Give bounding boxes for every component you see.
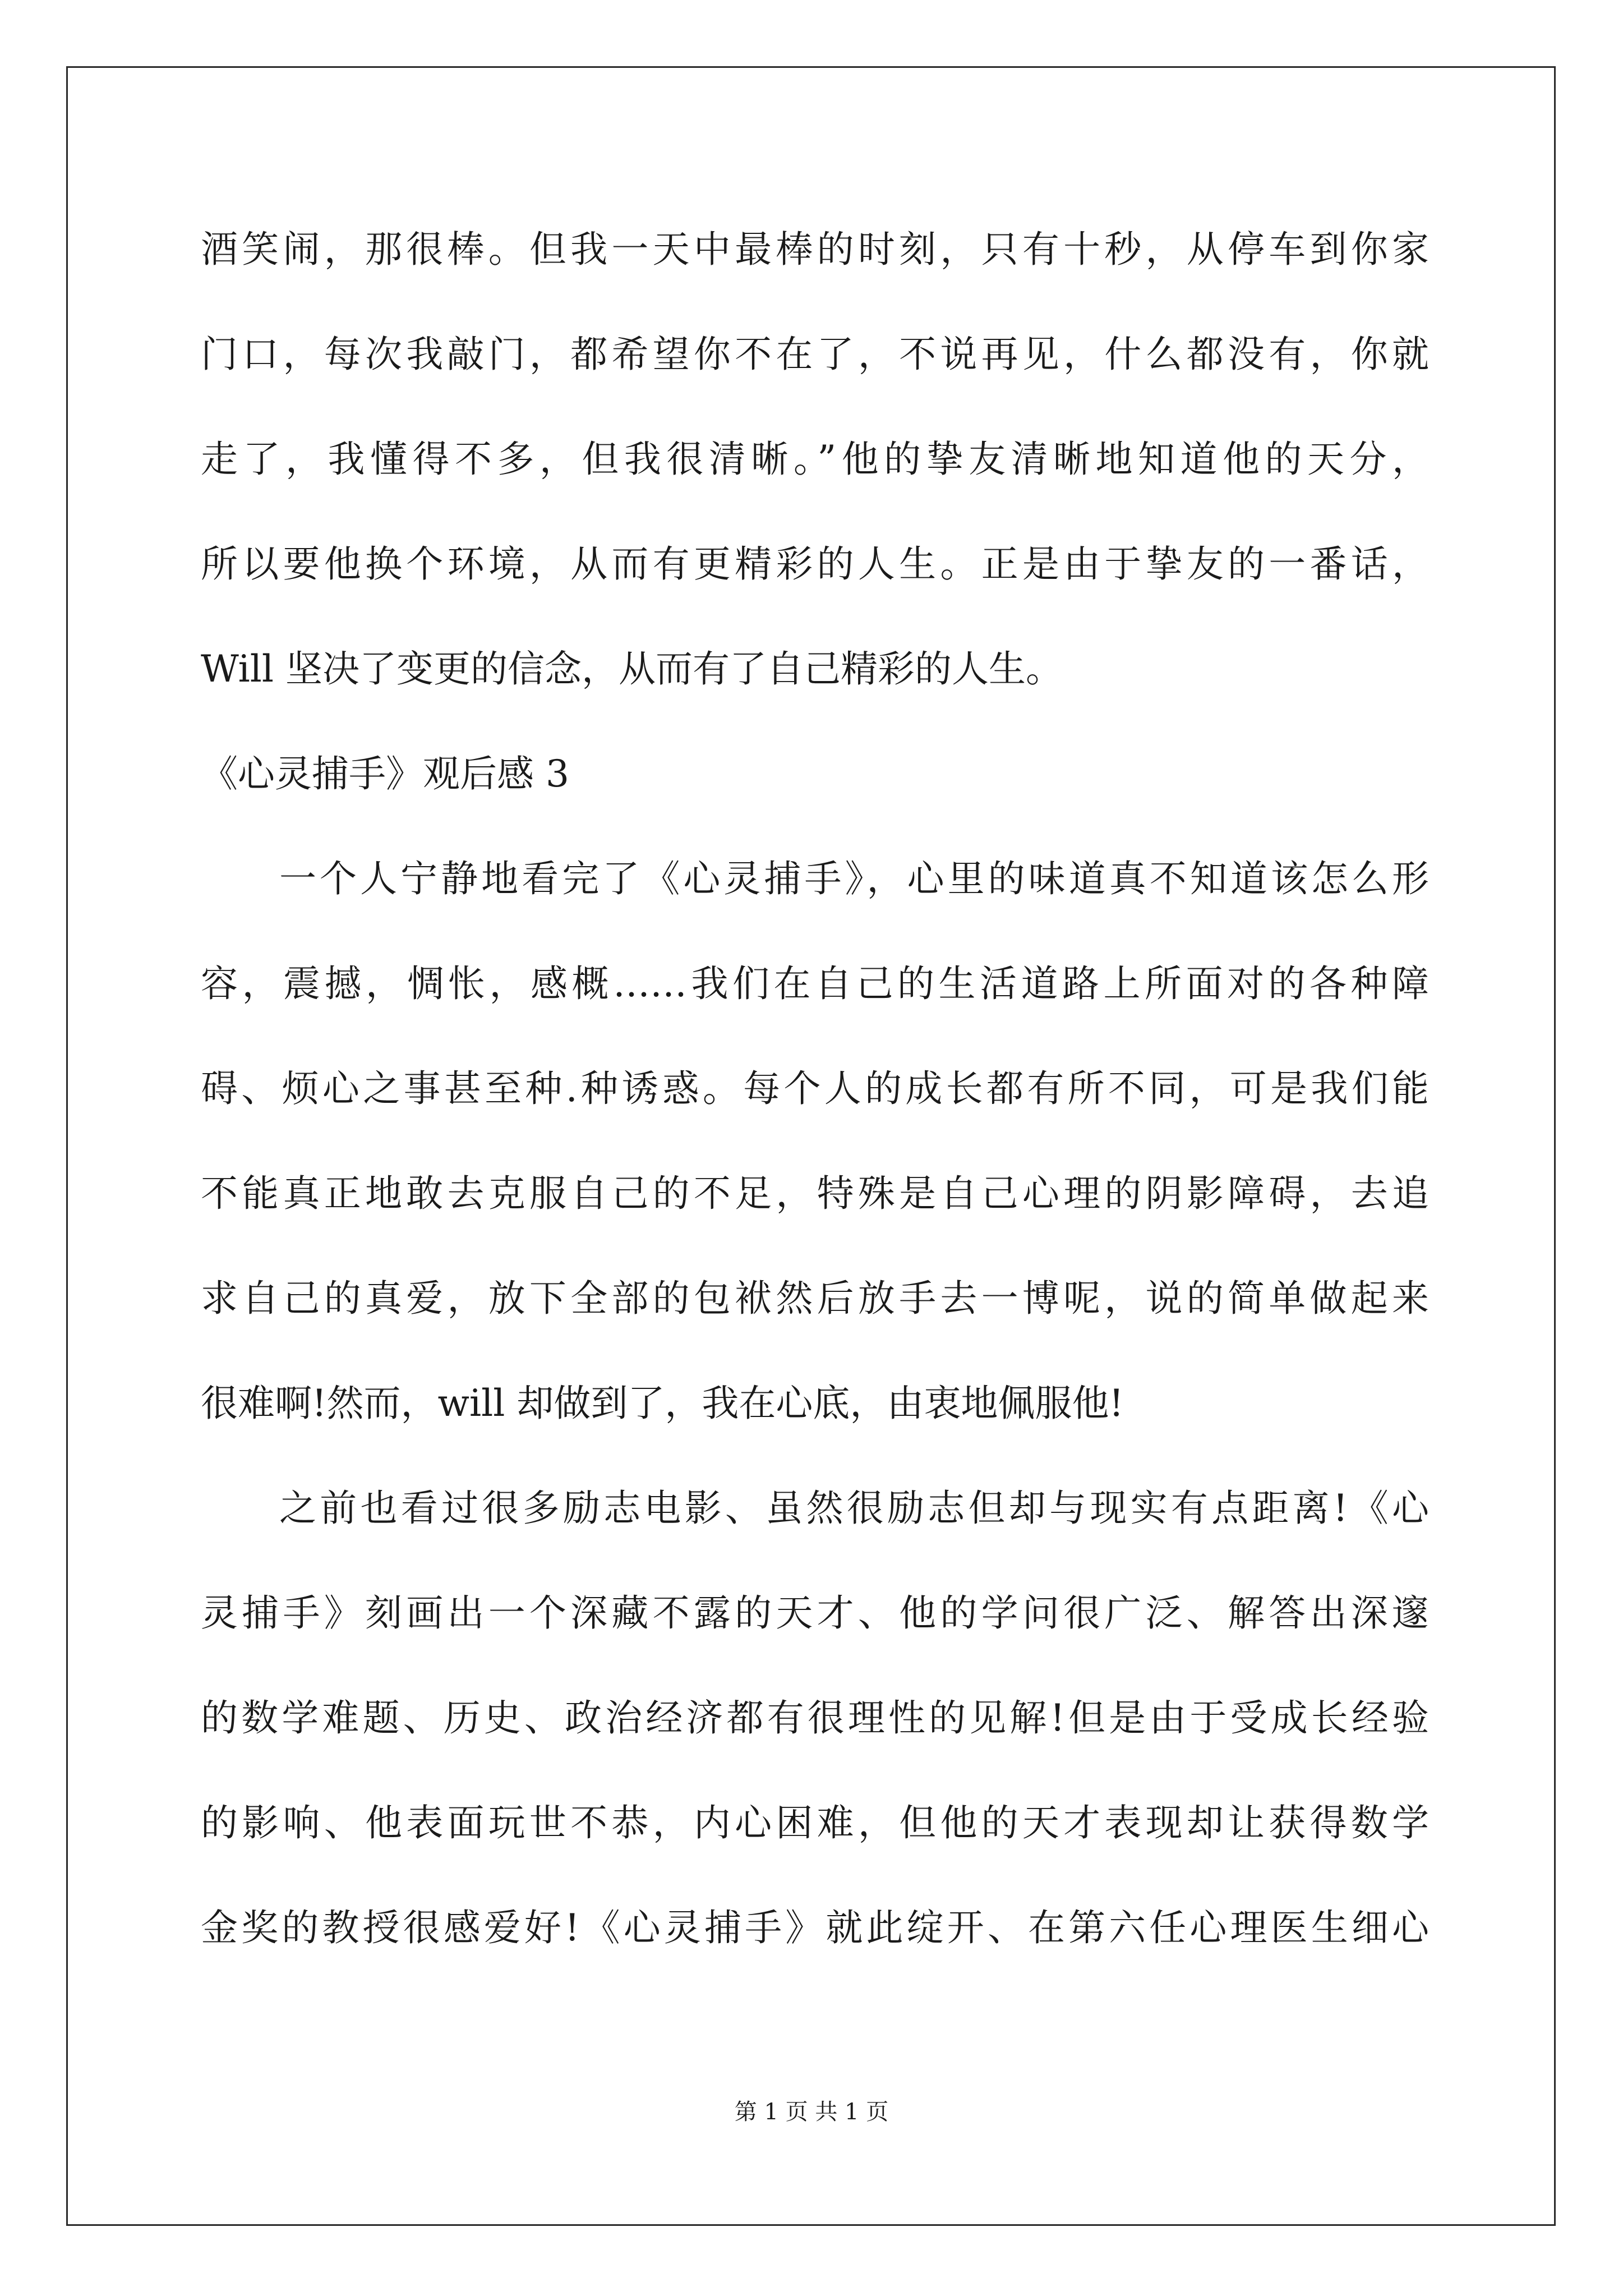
text-line: 的数学难题、历史、政治经济都有很理性的见解!但是由于受成长经验 xyxy=(201,1696,1429,1740)
text-line: 不能真正地敢去克服自己的不足，特殊是自己心理的阴影障碍，去追 xyxy=(201,1172,1429,1215)
text-line: 之前也看过很多励志电影、虽然很励志但却与现实有点距离!《心 xyxy=(279,1487,1429,1530)
text-line: 门口，每次我敲门，都希望你不在了，不说再见，什么都没有，你就 xyxy=(201,333,1429,376)
text-line: 很难啊!然而，will 却做到了，我在心底，由衷地佩服他! xyxy=(201,1382,1124,1425)
text-line: 灵捕手》刻画出一个深藏不露的天才、他的学问很广泛、解答出深邃 xyxy=(201,1591,1429,1635)
text-line: Will 坚决了变更的信念，从而有了自己精彩的人生。 xyxy=(201,647,1063,691)
text-line: 容，震撼，惆怅，感概……我们在自己的生活道路上所面对的各种障 xyxy=(201,962,1429,1005)
text-line: 金奖的教授很感爱好!《心灵捕手》就此绽开、在第六任心理医生细心 xyxy=(201,1906,1429,1949)
text-line: 所以要他换个环境，从而有更精彩的人生。正是由于挚友的一番话， xyxy=(201,542,1429,586)
text-line: 碍、烦心之事甚至种.种诱惑。每个人的成长都有所不同，可是我们能 xyxy=(201,1067,1429,1110)
page-border xyxy=(66,66,1556,2226)
text-line: 走了，我懂得不多，但我很清晰。”他的挚友清晰地知道他的天分， xyxy=(201,438,1429,481)
text-line: 一个人宁静地看完了《心灵捕手》，心里的味道真不知道该怎么形 xyxy=(279,857,1429,900)
page-footer: 第 1 页 共 1 页 xyxy=(734,2099,889,2125)
text-line: 求自己的真爱，放下全部的包袱然后放手去一博呢，说的简单做起来 xyxy=(201,1277,1429,1320)
text-line: 酒笑闹，那很棒。但我一天中最棒的时刻，只有十秒，从停车到你家 xyxy=(201,228,1429,271)
text-line: 的影响、他表面玩世不恭，内心困难，但他的天才表现却让获得数学 xyxy=(201,1801,1429,1844)
section-heading: 《心灵捕手》观后感 3 xyxy=(201,752,569,795)
